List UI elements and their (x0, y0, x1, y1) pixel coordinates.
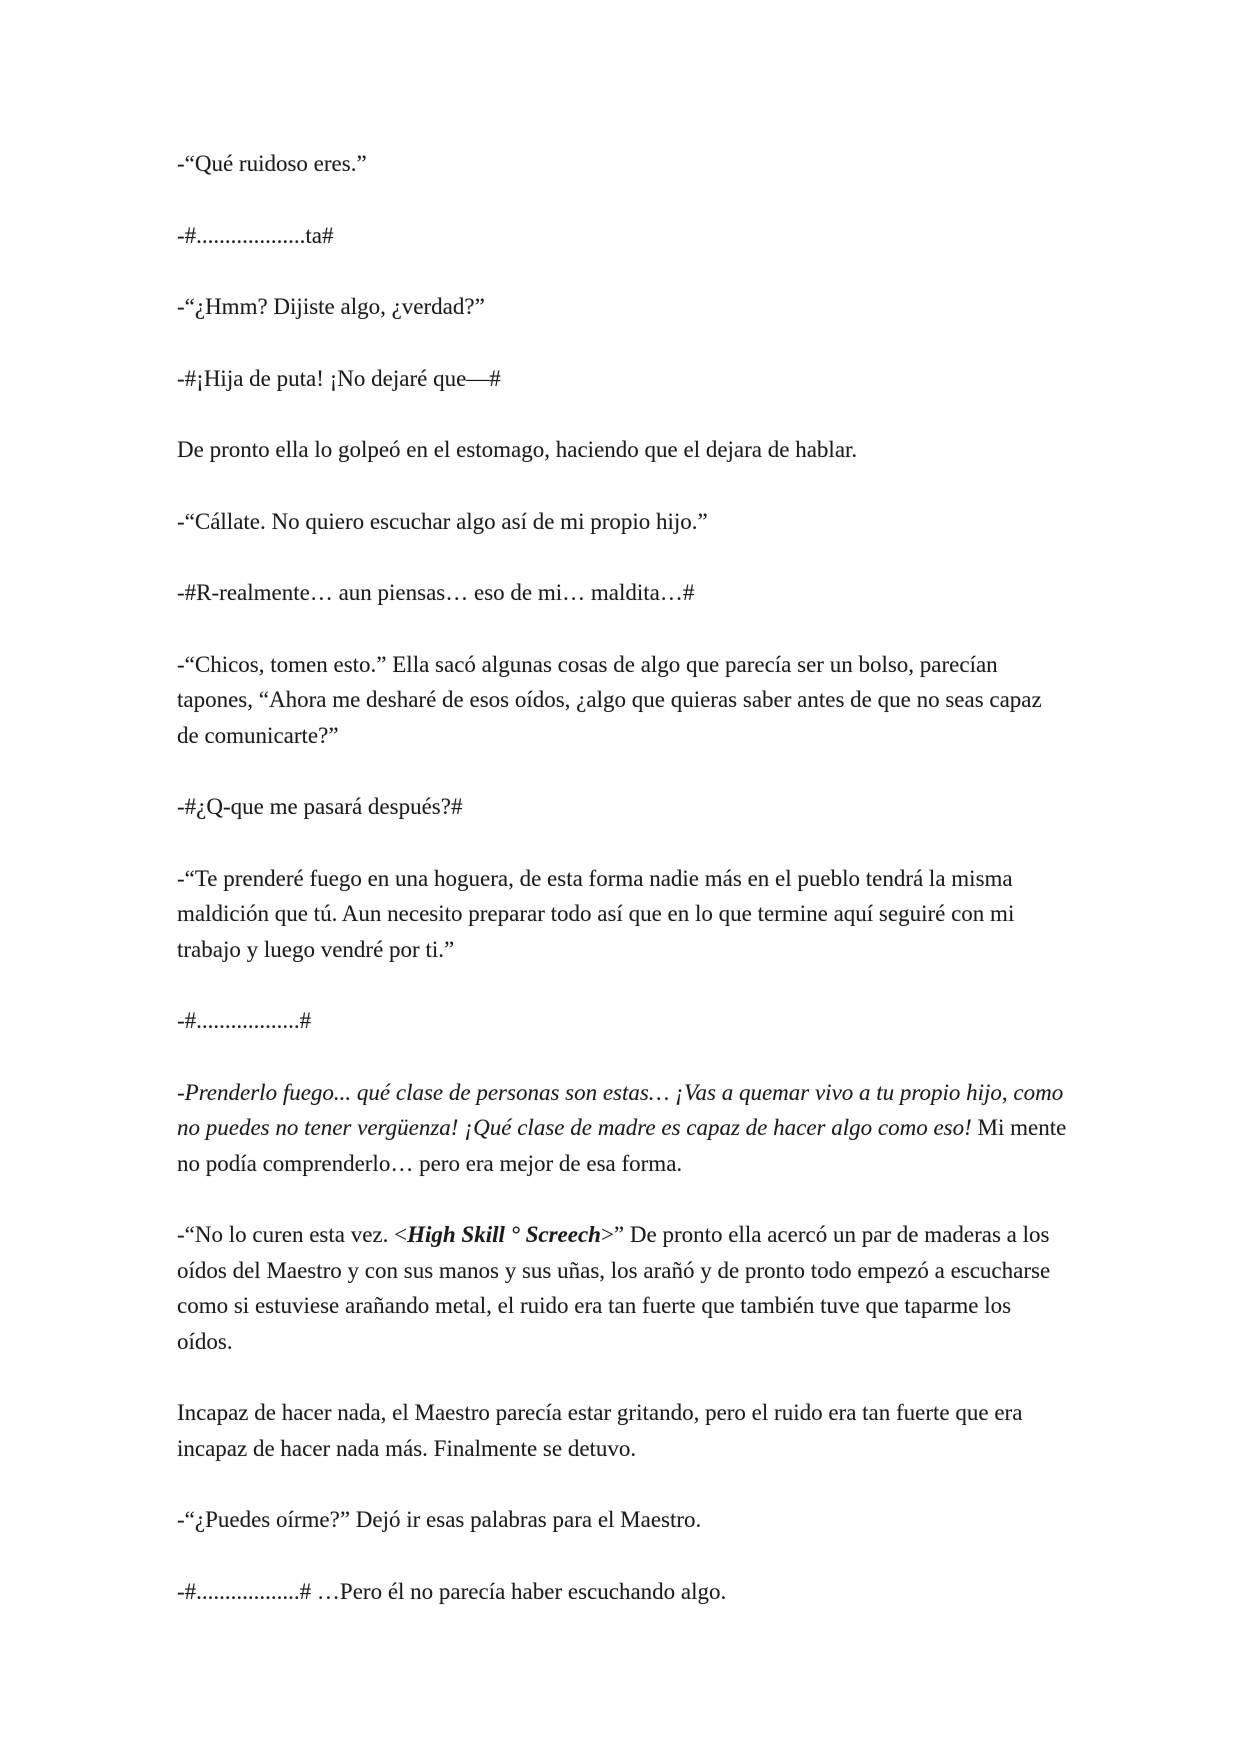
paragraph (177, 504, 1067, 540)
paragraph (177, 1502, 1067, 1538)
paragraph (177, 361, 1067, 397)
paragraph (177, 289, 1067, 325)
text-segment: >” De pronto ella acercó un par de maderas a los oídos del Maestro y con sus manos y sus uñas, los arañó y de pronto todo empezó a escucharse como si estuviese arañando metal, el ruido era tan fuerte que también tuve que taparme los oídos. (177, 1222, 1051, 1354)
text-segment: -#¡Hija de puta! ¡No dejaré que—# (177, 365, 501, 391)
paragraph (177, 1395, 1067, 1466)
text-segment: -#¿Q-que me pasará después?# (177, 794, 463, 819)
paragraph (177, 1075, 1067, 1182)
paragraph (177, 575, 1067, 611)
text-segment: -“Te prenderé fuego en una hoguera, de esta forma nadie más en el pueblo tendrá la misma maldición que tú. Aun necesito preparar todo así que en lo que termine aquí seguiré con mi trabajo y luego vendré por ti.” (177, 865, 1015, 962)
document-body (177, 146, 1067, 1645)
italic-text-segment: -Prenderlo fuego... qué clase de personas son estas… ¡Vas a quemar vivo a tu propio hijo, como no puedes no tener vergüenza! ¡Qué clase de madre es capaz de hacer algo como eso! (177, 1079, 1064, 1140)
paragraph (177, 1574, 1067, 1610)
text-segment: Incapaz de hacer nada, el Maestro parecía estar gritando, pero el ruido era tan fuerte que era incapaz de hacer nada más. Finalmente se detuvo. (177, 1400, 1023, 1461)
text-segment: -“¿Hmm? Dijiste algo, ¿verdad?” (177, 294, 485, 319)
text-segment: -#..................# …Pero él no parecía haber escuchando algo. (177, 1578, 727, 1604)
text-segment: -“Qué ruidoso eres.” (177, 151, 367, 176)
text-segment: De pronto ella lo golpeó en el estomago, haciendo que el dejara de hablar. (177, 437, 858, 462)
text-segment: -“Chicos, tomen esto.” Ella sacó algunas cosas de algo que parecía ser un bolso, parecían tapones, “Ahora me desharé de esos oídos, ¿algo que quieras saber antes de que no seas capaz de comunicarte?” (177, 651, 1042, 748)
paragraph (177, 1003, 1067, 1039)
text-segment: -#...................ta# (177, 222, 334, 248)
text-segment: -“¿Puedes oírme?” Dejó ir esas palabras para el Maestro. (177, 1507, 702, 1532)
paragraph (177, 218, 1067, 254)
text-segment: -#..................# (177, 1008, 312, 1033)
text-segment: -#R-realmente… aun piensas… eso de mi… maldita…# (177, 580, 695, 605)
paragraph (177, 647, 1067, 754)
paragraph (177, 1217, 1067, 1359)
text-segment: -“Cállate. No quiero escuchar algo así de mi propio hijo.” (177, 508, 708, 534)
paragraph (177, 861, 1067, 968)
paragraph (177, 146, 1067, 182)
paragraph (177, 432, 1067, 468)
skill-name: High Skill ° Screech (407, 1222, 601, 1247)
paragraph (177, 789, 1067, 825)
text-segment: Mi mente no podía comprenderlo… pero era mejor de esa forma. (177, 1115, 1067, 1176)
text-segment: -“No lo curen esta vez. < (177, 1222, 408, 1247)
